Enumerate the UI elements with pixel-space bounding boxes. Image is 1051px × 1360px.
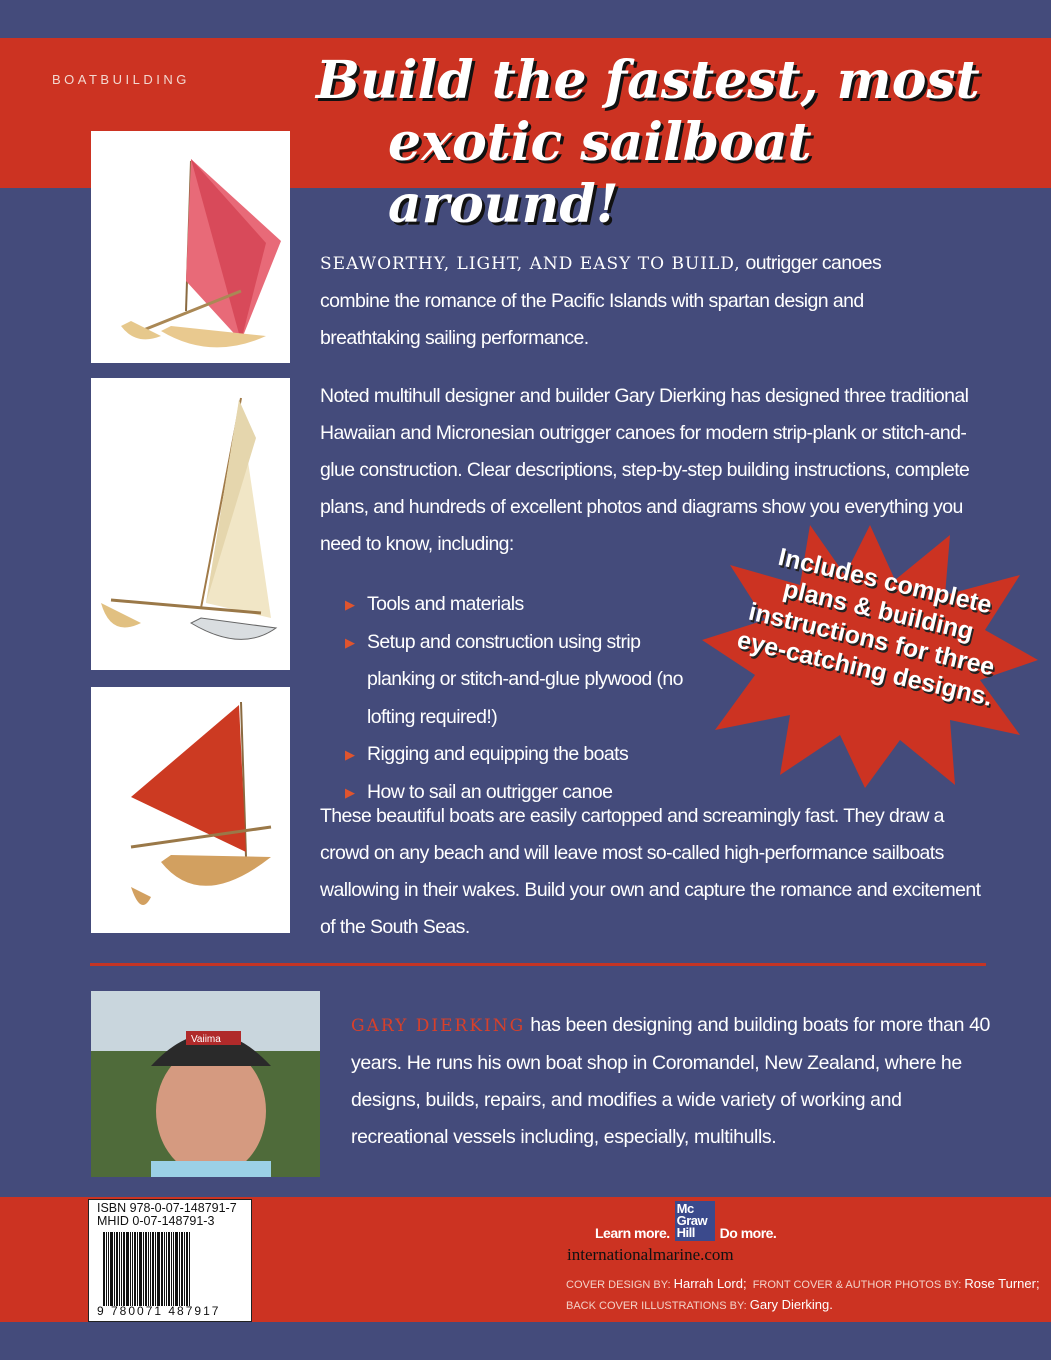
list-item: ▶ Tools and materials <box>345 586 695 624</box>
feature-list <box>345 586 695 811</box>
barcode <box>88 1199 252 1322</box>
barcode-number: 9 780071 487917 <box>97 1304 221 1318</box>
list-item: ▶ Rigging and equipping the boats <box>345 736 695 774</box>
barcode-bar <box>166 1232 167 1306</box>
starburst-text: Includes complete plans & building instructions for three eye-catching designs. <box>734 542 998 712</box>
barcode-bar <box>106 1232 107 1306</box>
barcode-bar <box>184 1232 185 1306</box>
barcode-bar <box>148 1232 149 1306</box>
publisher-logo: Learn more. Mc Graw Hill Do more. <box>595 1201 777 1241</box>
canoe-illustration-3 <box>91 687 290 933</box>
barcode-bar <box>139 1232 142 1306</box>
barcode-bar <box>175 1232 178 1306</box>
barcode-bar <box>164 1232 165 1306</box>
description-paragraph: Noted multihull designer and builder Gary Dierking has designed three traditional Hawaiian and Micronesian outrigger canoes for modern strip-plank or stitch-and-glue construction. Clear descriptions, step-by-step building instructions, complete plans, and hundreds of excellent photos and diagrams show you everything you need to know, including: <box>320 385 970 555</box>
barcode-bar <box>186 1232 188 1306</box>
credits: COVER DESIGN BY: Harrah Lord; FRONT COVER & AUTHOR PHOTOS BY: Rose Turner; BACK COVER ILLUSTRATIONS BY: Gary Dierking. <box>566 1276 1040 1312</box>
barcode-bars <box>97 1232 243 1306</box>
barcode-bar <box>123 1232 125 1306</box>
barcode-bar <box>155 1232 156 1306</box>
barcode-bar <box>116 1232 118 1306</box>
barcode-bar <box>145 1232 147 1306</box>
barcode-bar <box>114 1232 115 1306</box>
list-item: ▶ How to sail an outrigger canoe <box>345 774 695 812</box>
headline <box>316 50 1051 236</box>
bullet-icon: ▶ <box>345 597 355 612</box>
canoe-illustration-2 <box>91 378 290 670</box>
barcode-bar <box>168 1232 170 1306</box>
barcode-bar <box>171 1232 172 1306</box>
barcode-bar <box>119 1232 120 1306</box>
barcode-bar <box>121 1232 122 1306</box>
list-item: ▶ Setup and construction using strip planking or stitch-and-glue plywood (no lofting required!) <box>345 624 695 737</box>
author-photo <box>91 991 320 1177</box>
barcode-bar <box>137 1232 138 1306</box>
barcode-bar <box>157 1232 160 1306</box>
barcode-bar <box>173 1232 174 1306</box>
headline-line-2: exotic sailboat around! <box>388 112 812 235</box>
intro-paragraph <box>320 245 940 357</box>
barcode-bar <box>126 1232 129 1306</box>
bullet-icon: ▶ <box>345 784 355 800</box>
barcode-bar <box>152 1232 154 1306</box>
mhid: MHID 0-07-148791-3 <box>97 1214 215 1228</box>
barcode-bar <box>161 1232 163 1306</box>
author-bio: GARY DIERKING has been designing and building boats for more than 40 years. He runs his own boat shop in Coromandel, New Zealand, where he designs, builds, repairs, and modifies a wide variety of working and recreational vessels including, especially, multihulls. <box>351 1014 990 1148</box>
barcode-bar <box>132 1232 133 1306</box>
divider <box>90 963 986 966</box>
barcode-bar <box>181 1232 183 1306</box>
barcode-bar <box>189 1232 190 1306</box>
barcode-bar <box>103 1232 105 1306</box>
website: internationalmarine.com <box>567 1245 734 1264</box>
canoe-illustration-1 <box>91 131 290 363</box>
mcgraw-hill-logo: Mc Graw Hill <box>675 1201 715 1241</box>
barcode-bar <box>108 1232 109 1306</box>
barcode-bar <box>150 1232 151 1306</box>
closing-paragraph: These beautiful boats are easily cartopped and screamingly fast. They draw a crowd on any beach and will leave most so-called high-performance sailboats wallowing in their wakes. Build your own and capture the romance and excitement of the South Seas. <box>320 805 981 938</box>
isbn: ISBN 978-0-07-148791-7 <box>97 1201 237 1215</box>
bullet-icon: ▶ <box>345 747 355 762</box>
cap-logo: Vaiima <box>191 1034 221 1045</box>
headline-line-1: Build the fastest, most <box>316 50 980 111</box>
barcode-bar <box>134 1232 136 1306</box>
author-name: GARY DIERKING <box>351 1016 526 1036</box>
barcode-bar <box>110 1232 113 1306</box>
category-label: BOATBUILDING <box>52 72 190 87</box>
barcode-bar <box>130 1232 131 1306</box>
barcode-bar <box>179 1232 180 1306</box>
intro-lead: SEAWORTHY, LIGHT, AND EASY TO BUILD, <box>320 254 741 274</box>
barcode-bar <box>143 1232 144 1306</box>
bullet-icon: ▶ <box>345 634 355 650</box>
intro-text: outrigger canoes combine the romance of the Pacific Islands with spartan design and breathtaking sailing performance. <box>320 252 882 349</box>
